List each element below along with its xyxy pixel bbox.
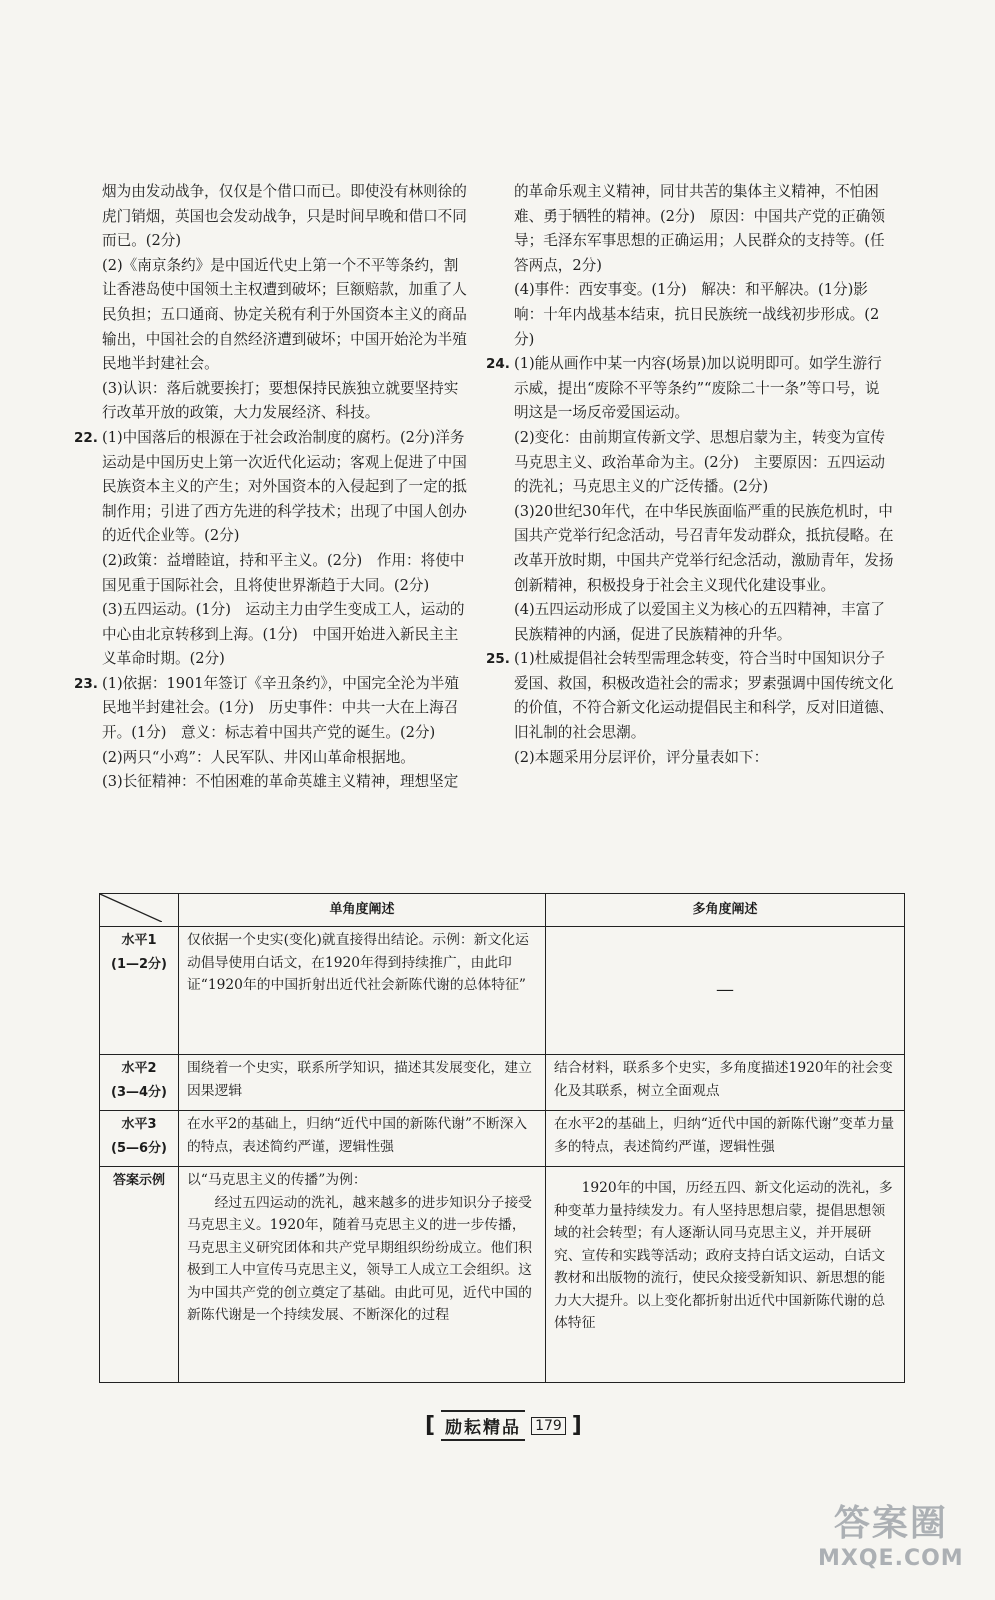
level-range: (1—2分) <box>111 957 167 972</box>
level-name: 水平2 <box>121 1061 157 1076</box>
brand-name: 励耘精品 <box>441 1410 525 1441</box>
q23-part-2: (2)两只“小鸡”：人民军队、井冈山革命根据地。 <box>102 748 415 766</box>
q25-part-1: (1)杜威提倡社会转型需理念转变，符合当时中国知识分子爱国、救国，积极改造社会的需求；罗素强调中国传统文化的价值，不符合新文化运动提倡民主和科学，反对旧道德、旧礼制的社会思潮。 <box>514 650 894 742</box>
example-label-cell: 答案示例 <box>100 1167 179 1383</box>
left-bracket: [ <box>425 1413 436 1438</box>
level-range: (5—6分) <box>111 1141 167 1156</box>
table-row-example <box>100 1167 905 1383</box>
right-column <box>486 180 894 770</box>
example-multi-body: 1920年的中国，历经五四、新文化运动的洗礼，多种变革力量持续发力。有人坚持思想启蒙，提倡思想领域的社会转型；有人逐渐认同马克思主义，并开展研究、宣传和实践等活动；政府支持白话文运动，白话文教材和出版物的流行，使民众接受新知识、新思想的能力大大提升。以上变化都折射出近代中国新陈代谢的总体特征 <box>554 1180 893 1331</box>
question-22 <box>74 426 470 672</box>
question-23 <box>74 672 470 795</box>
q24-part-3: (3)20世纪30年代，在中华民族面临严重的民族危机时，中国共产党举行纪念活动，号召青年发动群众，抵抗侵略。在改革开放时期，中国共产党举行纪念活动，激励青年，发扬创新精神，积极投身于社会主义现代化建设事业。 <box>514 502 894 594</box>
diagonal-line <box>100 894 162 922</box>
multi-angle-cell: — <box>546 927 905 1055</box>
q23-part-1: (1)依据：1901年签订《辛丑条约》，中国完全沦为半殖民地半封建社会。(1分) 历史事件：中共一大在上海召开。(1分) 意义：标志着中国共产党的诞生。(2分) <box>102 674 459 742</box>
level-cell <box>100 927 179 1055</box>
q24-part-4: (4)五四运动形成了以爱国主义为核心的五四精神，丰富了民族精神的内涵，促进了民族精神的升华。 <box>514 601 885 643</box>
table-row <box>100 927 905 1055</box>
q22-part-1: (1)中国落后的根源在于社会政治制度的腐朽。(2分)洋务运动是中国历史上第一次近代化运动；客观上促进了中国民族资本主义的产生；对外国资本的入侵起到了一定的抵制作用；引进了西方先进的科学技术；出现了中国人创办的近代企业等。(2分) <box>102 428 467 545</box>
q23-cont-2: (4)事件：西安事变。(1分) 解决：和平解决。(1分)影响：十年内战基本结束，抗日民族统一战线初步形成。(2分) <box>514 281 880 348</box>
q22-part-2: (2)政策：益增睦谊，持和平主义。(2分) 作用：将使中国见重于国际社会，且将使世界渐趋于大同。(2分) <box>102 551 465 594</box>
rubric-table <box>99 893 905 1383</box>
level-cell <box>100 1111 179 1167</box>
example-single-cell <box>179 1167 546 1383</box>
table-row <box>100 1111 905 1167</box>
level-name: 水平3 <box>121 1117 157 1132</box>
multi-angle-cell: 在水平2的基础上，归纳“近代中国的新陈代谢”变革力量多的特点，表述简约严谨，逻辑性强 <box>546 1111 905 1167</box>
watermark <box>818 1495 964 1571</box>
page-footer <box>425 1410 582 1441</box>
question-24 <box>486 352 894 647</box>
q24-part-1: (1)能从画作中某一内容(场景)加以说明即可。如学生游行示威，提出“废除不平等条约”“废除二十一条”等口号，说明这是一场反帝爱国运动。 <box>514 355 882 422</box>
q22-part-3: (3)五四运动。(1分) 运动主力由学生变成工人，运动的中心由北京转移到上海。(1分) 中国开始进入新民主主义革命时期。(2分) <box>102 601 465 668</box>
level-range: (3—4分) <box>111 1085 167 1100</box>
example-multi-cell <box>546 1167 905 1383</box>
single-angle-cell: 在水平2的基础上，归纳“近代中国的新陈代谢”不断深入的特点，表述简约严谨，逻辑性强 <box>179 1111 546 1167</box>
header-multi-angle: 多角度阐述 <box>546 894 905 927</box>
q25-part-2: (2)本题采用分层评价，评分量表如下： <box>514 748 769 766</box>
diagonal-header-cell <box>100 894 179 927</box>
question-number: 23. <box>74 675 98 692</box>
question-number: 25. <box>486 651 510 668</box>
single-angle-cell: 仅依据一个史实(变化)就直接得出结论。示例：新文化运动倡导使用白话文，在1920年得到持续推广，由此印证“1920年的中国折射出近代社会新陈代谢的总体特征” <box>179 927 546 1055</box>
watermark-logo-text: 答案圈 <box>833 1503 948 1544</box>
right-bracket: ] <box>571 1413 582 1438</box>
q21-cont-2: (2)《南京条约》是中国近代史上第一个不平等条约，割让香港岛使中国领土主权遭到破坏；巨额赔款，加重了人民负担；五口通商、协定关税有利于外国资本主义的商品输出，中国社会的自然经济遭到破坏；中国开始沦为半殖民地半封建社会。 <box>102 256 467 373</box>
q23-part-3: (3)长征精神：不怕困难的革命英雄主义精神，理想坚定 <box>102 773 459 791</box>
level-name: 水平1 <box>121 933 157 948</box>
q23-cont-1: 的革命乐观主义精神，同甘共苦的集体主义精神，不怕困难、勇于牺牲的精神。(2分) 原因：中国共产党的正确领导；毛泽东军事思想的正确运用；人民群众的支持等。(任答两点，2分) <box>514 183 885 274</box>
watermark-url: MXQE.COM <box>818 1546 964 1571</box>
table-row <box>100 1055 905 1111</box>
rubric-header-row <box>100 894 905 927</box>
single-angle-cell: 围绕着一个史实，联系所学知识，描述其发展变化，建立因果逻辑 <box>179 1055 546 1111</box>
question-25 <box>486 647 894 770</box>
q24-part-2: (2)变化：由前期宣传新文学、思想启蒙为主，转变为宣传马克思主义、政治革命为主。(2分) 主要原因：五四运动的洗礼；马克思主义的广泛传播。(2分) <box>514 428 885 496</box>
left-column <box>74 180 470 795</box>
page-number: 179 <box>531 1417 566 1435</box>
level-cell <box>100 1055 179 1111</box>
header-single-angle: 单角度阐述 <box>179 894 546 927</box>
question-number: 22. <box>74 429 98 446</box>
q21-cont-1: 烟为由发动战争，仅仅是个借口而已。即使没有林则徐的虎门销烟，英国也会发动战争，只是时间早晚和借口不同而已。(2分) <box>102 183 467 250</box>
example-single-body: 经过五四运动的洗礼，越来越多的进步知识分子接受马克思主义。1920年，随着马克思主义的进一步传播，马克思主义研究团体和共产党早期组织纷纷成立。他们积极到工人中宣传马克思主义，领导工人成立工会组织。这为中国共产党的创立奠定了基础。由此可见，近代中国的新陈代谢是一个持续发展、不断深化的过程 <box>187 1194 532 1323</box>
example-single-intro: 以“马克思主义的传播”为例： <box>187 1172 367 1188</box>
question-number: 24. <box>486 356 510 373</box>
multi-angle-cell: 结合材料，联系多个史实，多角度描述1920年的社会变化及其联系，树立全面观点 <box>546 1055 905 1111</box>
q21-cont-3: (3)认识：落后就要挨打；要想保持民族独立就要坚持实行改革开放的政策，大力发展经济、科技。 <box>102 379 459 422</box>
